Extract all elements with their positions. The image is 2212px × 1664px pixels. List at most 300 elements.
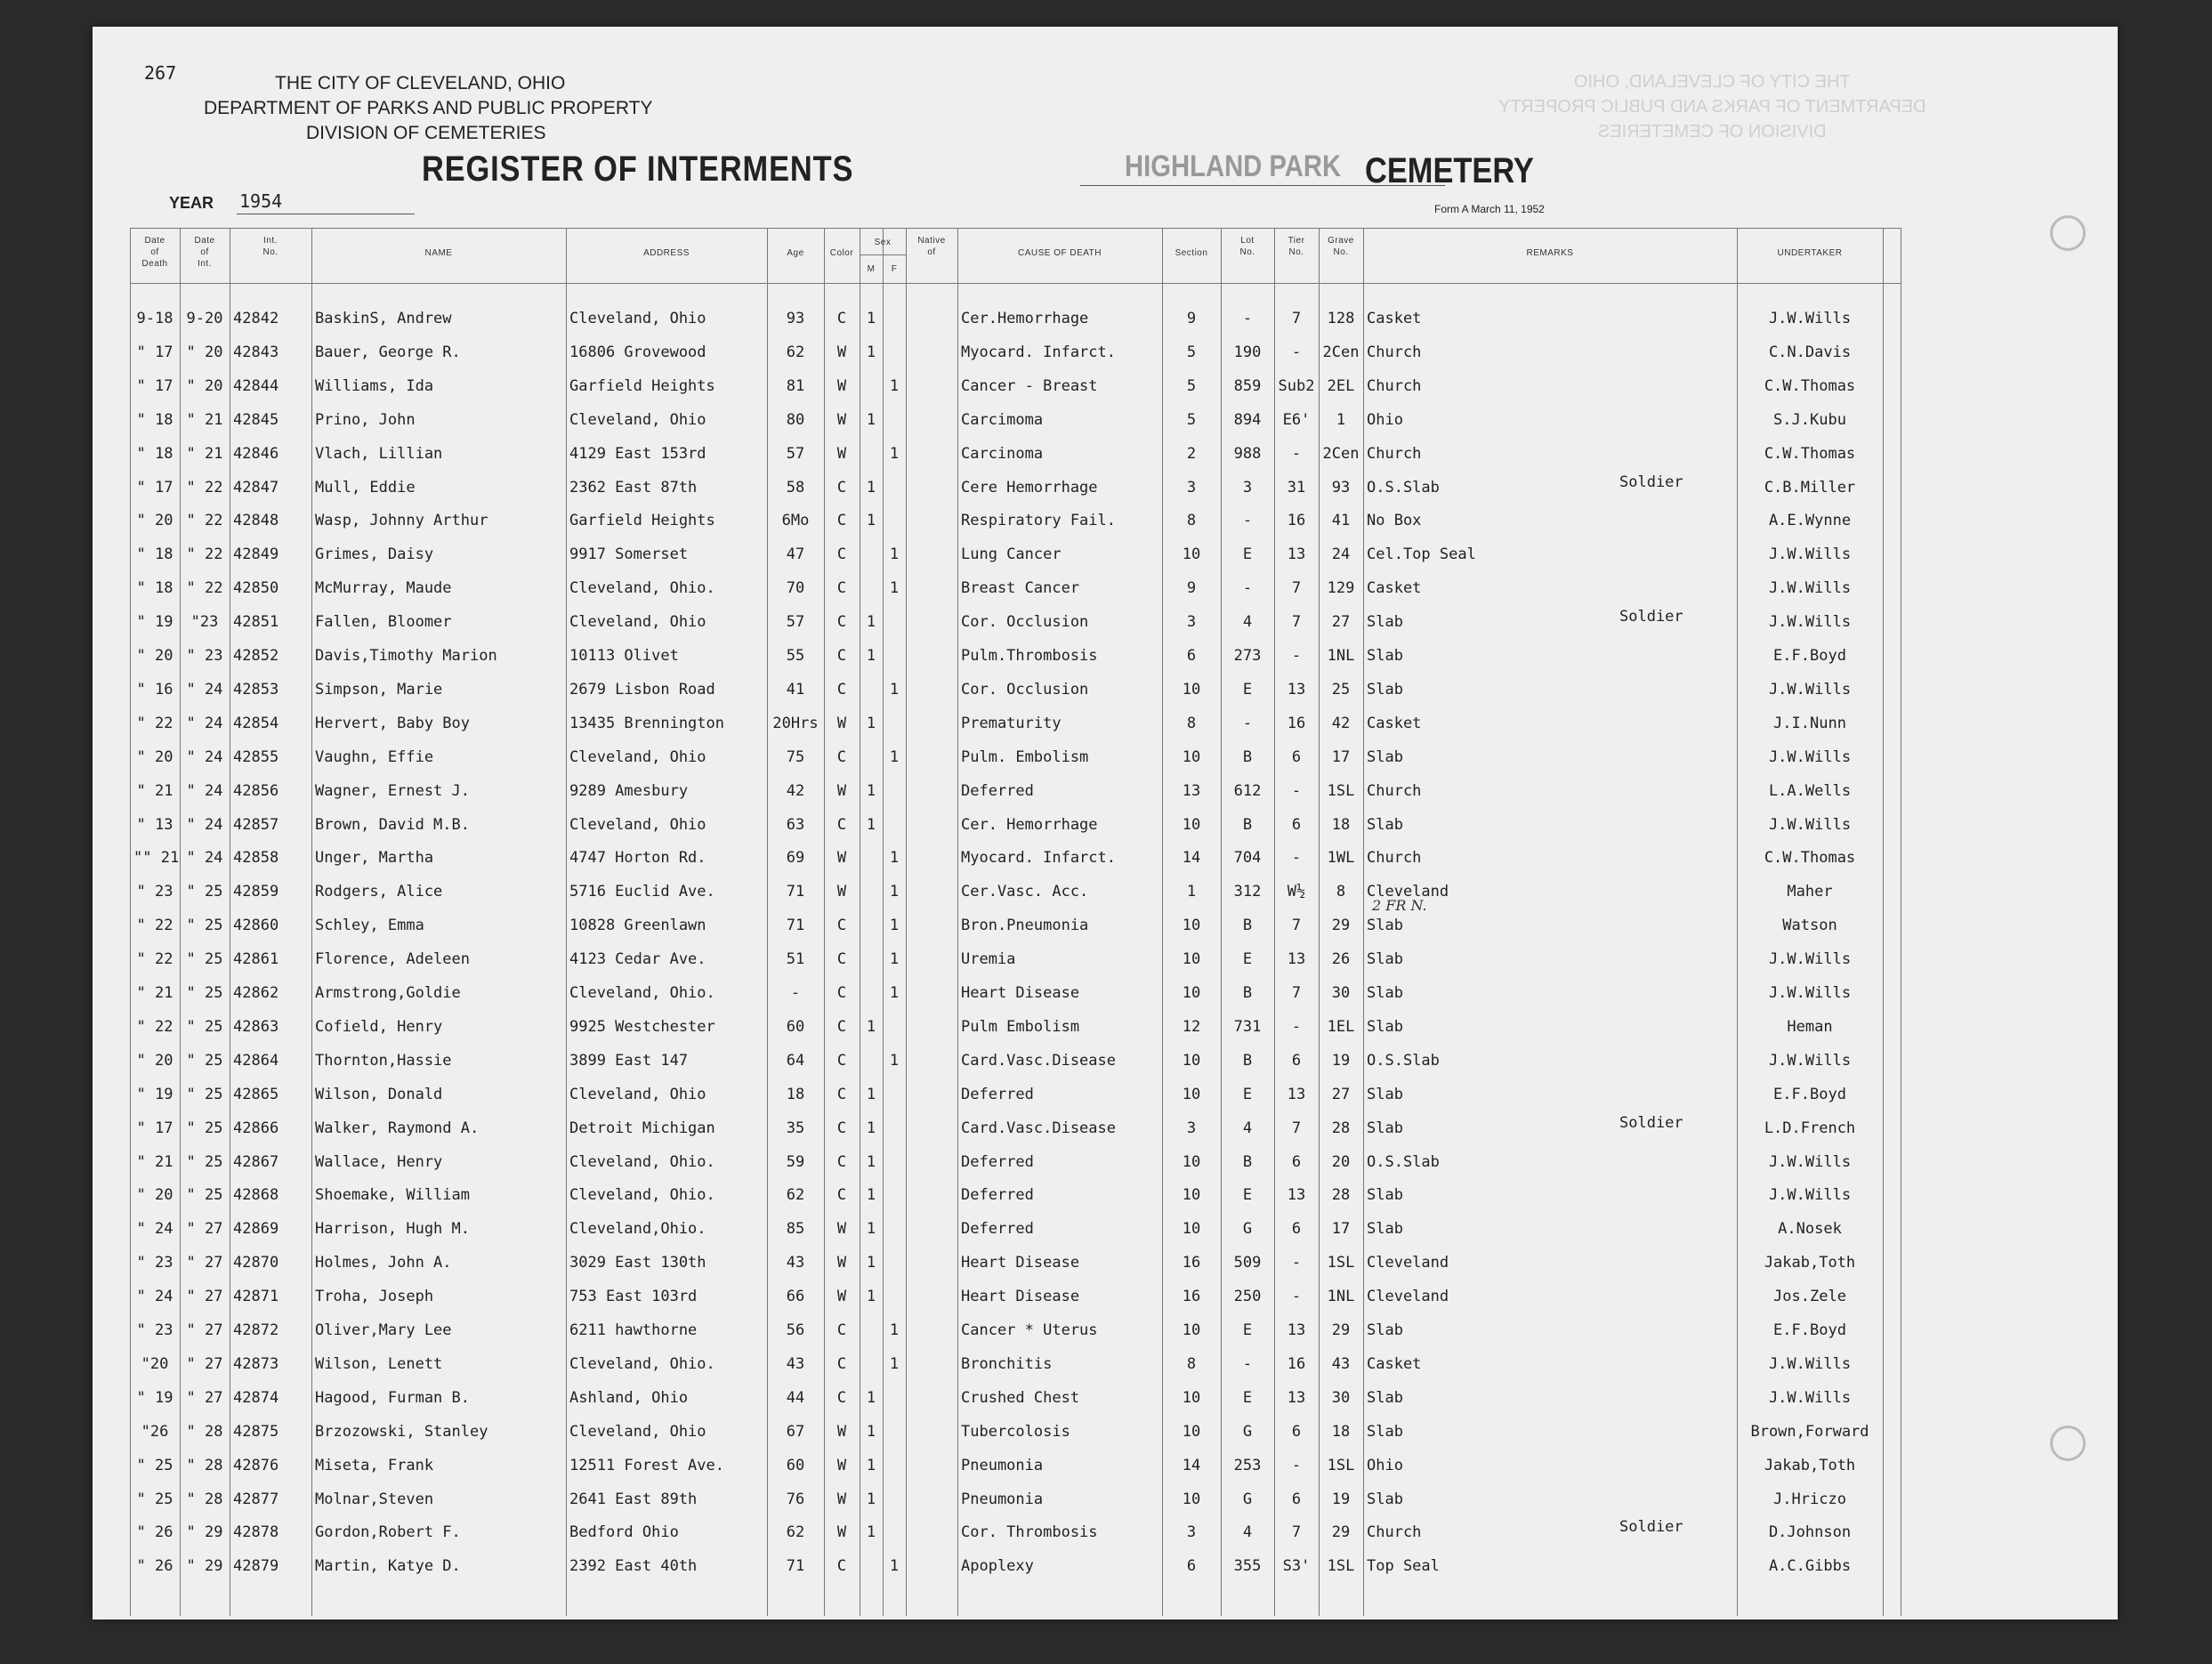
cell-cause-of-death: Cer. Hemorrhage	[961, 815, 1098, 834]
cell-lot-number: B	[1242, 984, 1253, 1002]
table-row	[130, 1355, 1901, 1382]
cell-cause-of-death: Cor. Occlusion	[961, 613, 1089, 632]
column-header-sex: Sex	[874, 238, 892, 247]
page-number: 267	[144, 62, 177, 84]
cell-cause-of-death: Deferred	[961, 781, 1034, 800]
cell-lot-number: 894	[1233, 410, 1262, 429]
cell-grave-number: 28	[1331, 1186, 1351, 1205]
cell-grave-number: 1NL	[1327, 1288, 1355, 1306]
table-row	[130, 647, 1901, 674]
cell-cause-of-death: Pneumonia	[961, 1490, 1044, 1508]
cell-lot-number: 988	[1233, 444, 1262, 463]
cell-address: 10828 Greenlawn	[569, 917, 706, 935]
cell-age: 57	[786, 444, 805, 463]
cell-section: 10	[1182, 1051, 1201, 1070]
cell-lot-number: -	[1242, 310, 1253, 327]
table-row	[130, 608, 1901, 640]
cell-decedent-name: Harrison, Hugh M.	[315, 1220, 470, 1239]
cell-age: 59	[786, 1152, 805, 1171]
cell-grave-number: 27	[1331, 613, 1351, 632]
cell-cause-of-death: Carcinoma	[961, 444, 1044, 463]
cell-grave-number: 43	[1331, 1354, 1351, 1373]
cell-section: 5	[1186, 410, 1197, 429]
cell-grave-number: 25	[1331, 680, 1351, 699]
cell-date-of-death: " 24	[136, 1288, 174, 1306]
cell-address: 2362 East 87th	[569, 478, 698, 497]
cell-interment-number: 42873	[233, 1354, 279, 1373]
cell-lot-number: E	[1242, 545, 1253, 564]
cell-tier-number: 7	[1291, 613, 1302, 632]
cell-date-of-interment: " 27	[186, 1321, 223, 1339]
cell-decedent-name: Brown, David M.B.	[315, 815, 470, 834]
cemetery-name: HIGHLAND PARK	[1125, 149, 1342, 183]
cell-lot-number: B	[1242, 747, 1253, 766]
cell-decedent-name: Wallace, Henry	[315, 1152, 443, 1171]
cell-grave-number: 129	[1327, 579, 1355, 598]
cell-grave-number: 29	[1331, 917, 1351, 935]
cell-undertaker: L.A.Wells	[1768, 781, 1852, 800]
cell-color: W	[836, 1288, 847, 1306]
cell-remarks: Church	[1367, 376, 1422, 395]
cell-decedent-name: Molnar,Steven	[315, 1490, 434, 1508]
cell-grave-number: 1NL	[1327, 647, 1355, 665]
cell-section: 10	[1182, 1220, 1201, 1239]
cell-sex-m: 1	[866, 714, 876, 732]
cell-interment-number: 42844	[233, 376, 279, 395]
cell-date-of-death: " 25	[136, 1490, 174, 1508]
cell-section: 8	[1186, 1354, 1197, 1373]
cell-remarks: Slab	[1367, 1017, 1403, 1036]
cell-remarks: Slab	[1367, 984, 1403, 1002]
column-header-decedent-name: NAME	[424, 248, 453, 258]
cell-color: C	[836, 1321, 847, 1339]
cell-address: 10113 Olivet	[569, 647, 679, 665]
cell-color: W	[836, 444, 847, 463]
cell-date-of-interment: " 22	[186, 478, 223, 497]
cell-age: 71	[786, 1557, 805, 1576]
cell-sex-f: 1	[889, 984, 900, 1002]
cell-interment-number: 42864	[233, 1051, 279, 1070]
cell-date-of-death: " 23	[136, 1254, 174, 1272]
cell-grave-number: 1WL	[1327, 849, 1355, 868]
cell-tier-number: -	[1291, 1017, 1302, 1036]
cell-interment-number: 42843	[233, 343, 279, 361]
cell-address: Cleveland, Ohio.	[569, 579, 715, 598]
cell-color: C	[836, 815, 847, 834]
cell-undertaker: Heman	[1787, 1017, 1833, 1036]
cell-color: C	[836, 647, 847, 665]
cell-lot-number: B	[1242, 815, 1253, 834]
cell-color: W	[836, 883, 847, 901]
cell-color: W	[836, 1523, 847, 1542]
cell-date-of-death: " 18	[136, 444, 174, 463]
cell-age: 55	[786, 647, 805, 665]
cell-tier-number: E6'	[1282, 410, 1311, 429]
cell-lot-number: 253	[1233, 1456, 1262, 1474]
cell-date-of-interment: " 29	[186, 1557, 223, 1576]
cell-grave-number: 30	[1331, 1388, 1351, 1407]
cell-grave-number: 1SL	[1327, 1254, 1355, 1272]
cell-color: W	[836, 849, 847, 868]
table-row	[130, 681, 1901, 707]
column-header-undertaker: UNDERTAKER	[1777, 248, 1843, 258]
cell-age: 76	[786, 1490, 805, 1508]
cell-interment-number: 42853	[233, 680, 279, 699]
cell-date-of-interment: " 24	[186, 714, 223, 732]
column-header-section: Section	[1175, 248, 1208, 258]
cell-undertaker: J.W.Wills	[1768, 950, 1852, 969]
cell-cause-of-death: Uremia	[961, 950, 1016, 969]
cell-color: C	[836, 1354, 847, 1373]
cell-date-of-death: " 22	[136, 917, 174, 935]
cell-section: 9	[1186, 310, 1197, 327]
cell-section: 10	[1182, 545, 1201, 564]
cell-date-of-death: " 13	[136, 815, 174, 834]
cell-remarks: Slab	[1367, 815, 1403, 834]
cell-remarks: Slab	[1367, 1220, 1403, 1239]
cell-decedent-name: Troha, Joseph	[315, 1288, 434, 1306]
column-header-age: Age	[787, 248, 804, 258]
cell-undertaker: E.F.Boyd	[1773, 1321, 1846, 1339]
cell-address: Cleveland, Ohio	[569, 310, 706, 327]
cell-decedent-name: Wilson, Donald	[315, 1085, 443, 1103]
cell-remarks: Slab	[1367, 1321, 1403, 1339]
cell-age: 71	[786, 917, 805, 935]
cell-lot-number: 355	[1233, 1557, 1262, 1576]
cell-color: C	[836, 1017, 847, 1036]
cell-address: 9289 Amesbury	[569, 781, 689, 800]
cell-section: 16	[1182, 1288, 1201, 1306]
cell-date-of-death: " 22	[136, 950, 174, 969]
cell-decedent-name: Hervert, Baby Boy	[315, 714, 470, 732]
cell-lot-number: -	[1242, 579, 1253, 598]
cell-sex-f: 1	[889, 1354, 900, 1373]
cell-age: 80	[786, 410, 805, 429]
cell-undertaker: C.W.Thomas	[1764, 849, 1856, 868]
cell-cause-of-death: Heart Disease	[961, 984, 1080, 1002]
cell-undertaker: S.J.Kubu	[1773, 410, 1846, 429]
cell-lot-number: 4	[1242, 1119, 1253, 1137]
cell-date-of-death: " 23	[136, 883, 174, 901]
cell-decedent-name: Grimes, Daisy	[315, 545, 434, 564]
cell-tier-number: 6	[1291, 1152, 1302, 1171]
table-row	[130, 917, 1901, 943]
cell-address: Cleveland, Ohio	[569, 410, 706, 429]
cell-date-of-interment: " 25	[186, 1051, 223, 1070]
cell-section: 10	[1182, 1321, 1201, 1339]
column-header-color: Color	[829, 248, 854, 258]
cell-decedent-name: Thornton,Hassie	[315, 1051, 452, 1070]
cell-date-of-interment: " 25	[186, 1186, 223, 1205]
cell-interment-number: 42860	[233, 917, 279, 935]
cell-interment-number: 42842	[233, 310, 279, 327]
cell-address: Bedford Ohio	[569, 1523, 679, 1542]
cell-color: C	[836, 478, 847, 497]
cell-remarks: Casket	[1367, 1354, 1422, 1373]
cell-undertaker: E.F.Boyd	[1773, 1085, 1846, 1103]
cell-date-of-interment: " 24	[186, 849, 223, 868]
cell-lot-number: E	[1242, 950, 1253, 969]
cell-sex-m: 1	[866, 512, 876, 530]
cell-age: 43	[786, 1354, 805, 1373]
table-row	[130, 579, 1901, 606]
cell-remarks-note: Soldier	[1619, 1518, 1683, 1537]
cell-address: 4747 Horton Rd.	[569, 849, 706, 868]
cell-sex-f: 1	[889, 376, 900, 395]
cell-lot-number: 273	[1233, 647, 1262, 665]
cell-remarks: Slab	[1367, 950, 1403, 969]
cell-color: C	[836, 1119, 847, 1137]
cell-decedent-name: Florence, Adeleen	[315, 950, 470, 969]
cell-sex-m: 1	[866, 1288, 876, 1306]
cell-section: 10	[1182, 950, 1201, 969]
cell-sex-m: 1	[866, 343, 876, 361]
cell-tier-number: 16	[1287, 714, 1306, 732]
cell-tier-number: 13	[1287, 545, 1306, 564]
cell-date-of-interment: " 21	[186, 410, 223, 429]
cell-date-of-interment: " 25	[186, 883, 223, 901]
cell-color: W	[836, 1422, 847, 1441]
cell-tier-number: 6	[1291, 1490, 1302, 1508]
cell-date-of-death: " 25	[136, 1456, 174, 1474]
cell-interment-number: 42859	[233, 883, 279, 901]
cell-undertaker: J.W.Wills	[1768, 310, 1852, 327]
cell-cause-of-death: Card.Vasc.Disease	[961, 1051, 1116, 1070]
cell-cause-of-death: Deferred	[961, 1186, 1034, 1205]
cell-date-of-interment: " 25	[186, 1017, 223, 1036]
cell-date-of-interment: " 25	[186, 917, 223, 935]
cell-grave-number: 20	[1331, 1152, 1351, 1171]
cell-undertaker: C.B.Miller	[1764, 478, 1856, 497]
cell-age: 81	[786, 376, 805, 395]
table-row	[130, 473, 1901, 505]
cell-date-of-death: " 16	[136, 680, 174, 699]
cell-color: C	[836, 579, 847, 598]
cell-cause-of-death: Heart Disease	[961, 1254, 1080, 1272]
cell-sex-m: 1	[866, 781, 876, 800]
cell-interment-number: 42876	[233, 1456, 279, 1474]
cell-remarks: O.S.Slab	[1367, 1051, 1440, 1070]
cell-remarks: Cleveland	[1367, 1288, 1449, 1306]
cell-tier-number: 6	[1291, 1220, 1302, 1239]
cell-age: 62	[786, 1186, 805, 1205]
header-division: DIVISION OF CEMETERIES	[306, 123, 546, 143]
cell-remarks-note: Soldier	[1619, 608, 1683, 626]
cell-color: C	[836, 1557, 847, 1576]
table-row	[130, 377, 1901, 404]
cell-age: 43	[786, 1254, 805, 1272]
cell-sex-m: 1	[866, 1422, 876, 1441]
cell-age: 70	[786, 579, 805, 598]
cell-cause-of-death: Cancer * Uterus	[961, 1321, 1098, 1339]
cell-lot-number: E	[1242, 1321, 1253, 1339]
cell-section: 10	[1182, 1422, 1201, 1441]
cell-remarks: Slab	[1367, 1422, 1403, 1441]
cell-interment-number: 42854	[233, 714, 279, 732]
cell-grave-number: 17	[1331, 747, 1351, 766]
cell-grave-number: 24	[1331, 545, 1351, 564]
table-row	[130, 343, 1901, 370]
cell-lot-number: G	[1242, 1220, 1253, 1239]
cell-color: C	[836, 1388, 847, 1407]
cell-date-of-interment: " 27	[186, 1220, 223, 1239]
cell-age: 85	[786, 1220, 805, 1239]
cell-color: C	[836, 1186, 847, 1205]
cell-address: Cleveland, Ohio	[569, 815, 706, 834]
cell-decedent-name: Shoemake, William	[315, 1186, 470, 1205]
cell-tier-number: -	[1291, 1254, 1302, 1272]
cell-age: 64	[786, 1051, 805, 1070]
cell-color: C	[836, 613, 847, 632]
table-row	[130, 984, 1901, 1011]
cell-sex-f: 1	[889, 680, 900, 699]
cell-sex-m: 1	[866, 613, 876, 632]
cell-sex-f: 1	[889, 545, 900, 564]
cell-age: 60	[786, 1456, 805, 1474]
form-note: Form A March 11, 1952	[1434, 203, 1545, 215]
cell-interment-number: 42868	[233, 1186, 279, 1205]
cell-age: 75	[786, 747, 805, 766]
cell-cause-of-death: Carcimoma	[961, 410, 1044, 429]
cell-age: 51	[786, 950, 805, 969]
cell-address: Cleveland, Ohio.	[569, 984, 715, 1002]
cell-lot-number: G	[1242, 1422, 1253, 1441]
cell-date-of-interment: " 25	[186, 950, 223, 969]
table-row	[130, 1423, 1901, 1450]
cell-address: 9917 Somerset	[569, 545, 689, 564]
cell-cause-of-death: Deferred	[961, 1152, 1034, 1171]
cell-lot-number: 731	[1233, 1017, 1262, 1036]
cell-decedent-name: Cofield, Henry	[315, 1017, 443, 1036]
cell-address: 4123 Cedar Ave.	[569, 950, 706, 969]
cell-sex-m: 1	[866, 1490, 876, 1508]
cell-sex-m: 1	[866, 1152, 876, 1171]
cell-sex-f: 1	[889, 1321, 900, 1339]
cell-address: 16806 Grovewood	[569, 343, 706, 361]
cell-color: W	[836, 343, 847, 361]
cell-interment-number: 42863	[233, 1017, 279, 1036]
cell-section: 8	[1186, 512, 1197, 530]
cell-decedent-name: Walker, Raymond A.	[315, 1119, 480, 1137]
cell-date-of-death: " 21	[136, 1152, 174, 1171]
cell-color: W	[836, 1220, 847, 1239]
cell-sex-m: 1	[866, 1523, 876, 1542]
interment-table	[130, 228, 1909, 1616]
cell-date-of-interment: " 24	[186, 680, 223, 699]
cell-remarks: Church	[1367, 781, 1422, 800]
cell-grave-number: 41	[1331, 512, 1351, 530]
cell-remarks: Slab	[1367, 1490, 1403, 1508]
cell-date-of-death: " 20	[136, 1186, 174, 1205]
header-city: THE CITY OF CLEVELAND, OHIO	[275, 73, 566, 93]
cell-address: Cleveland,Ohio.	[569, 1220, 706, 1239]
cell-undertaker: J.W.Wills	[1768, 984, 1852, 1002]
cell-tier-number: -	[1291, 781, 1302, 800]
cell-interment-number: 42846	[233, 444, 279, 463]
cell-decedent-name: Martin, Katye D.	[315, 1557, 461, 1576]
cell-remarks: Casket	[1367, 310, 1422, 327]
cell-section: 5	[1186, 343, 1197, 361]
table-row	[130, 1389, 1901, 1416]
cell-grave-number: 42	[1331, 714, 1351, 732]
cell-sex-m: 1	[866, 310, 876, 327]
table-row	[130, 1490, 1901, 1517]
cell-undertaker: J.W.Wills	[1768, 680, 1852, 699]
cell-cause-of-death: Breast Cancer	[961, 579, 1080, 598]
table-row	[130, 445, 1901, 472]
cell-grave-number: 28	[1331, 1119, 1351, 1137]
cell-sex-m: 1	[866, 1017, 876, 1036]
cell-tier-number: 13	[1287, 950, 1306, 969]
cell-section: 3	[1186, 1523, 1197, 1542]
cell-remarks: Ohio	[1367, 410, 1403, 429]
cell-lot-number: -	[1242, 1354, 1253, 1373]
cell-section: 10	[1182, 1388, 1201, 1407]
cell-interment-number: 42872	[233, 1321, 279, 1339]
cell-sex-f: 1	[889, 444, 900, 463]
cell-undertaker: J.W.Wills	[1768, 1051, 1852, 1070]
cell-tier-number: Sub2	[1278, 376, 1315, 395]
cell-lot-number: 4	[1242, 613, 1253, 632]
cell-tier-number: S3'	[1282, 1557, 1311, 1576]
table-row	[130, 1153, 1901, 1180]
cell-date-of-death: " 17	[136, 478, 174, 497]
cell-color: C	[836, 1152, 847, 1171]
table-row	[130, 1018, 1901, 1045]
cell-interment-number: 42847	[233, 478, 279, 497]
cell-undertaker: J.W.Wills	[1768, 1388, 1852, 1407]
cell-address: Cleveland, Ohio.	[569, 1152, 715, 1171]
cell-color: W	[836, 1490, 847, 1508]
cell-decedent-name: Gordon,Robert F.	[315, 1523, 461, 1542]
cell-sex-m: 1	[866, 478, 876, 497]
cell-cause-of-death: Apoplexy	[961, 1557, 1034, 1576]
cell-interment-number: 42857	[233, 815, 279, 834]
cell-date-of-interment: 9-20	[186, 310, 223, 327]
cell-remarks: Casket	[1367, 579, 1422, 598]
cell-undertaker: Watson	[1782, 917, 1837, 935]
cell-address: 2392 East 40th	[569, 1557, 698, 1576]
cell-date-of-interment: " 25	[186, 1085, 223, 1103]
cell-decedent-name: Mull, Eddie	[315, 478, 416, 497]
cell-color: C	[836, 1051, 847, 1070]
table-row	[130, 1086, 1901, 1112]
cell-lot-number: 4	[1242, 1523, 1253, 1542]
cell-undertaker: J.W.Wills	[1768, 1354, 1852, 1373]
cell-age: 42	[786, 781, 805, 800]
cell-cause-of-death: Cor. Thrombosis	[961, 1523, 1098, 1542]
cell-cause-of-death: Myocard. Infarct.	[961, 849, 1116, 868]
cell-date-of-interment: " 20	[186, 376, 223, 395]
cell-interment-number: 42858	[233, 849, 279, 868]
cell-age: 93	[786, 310, 805, 327]
column-header-tier-number: Tier No.	[1288, 236, 1305, 257]
cell-date-of-death: " 20	[136, 747, 174, 766]
cell-date-of-interment: " 20	[186, 343, 223, 361]
cell-decedent-name: BaskinS, Andrew	[315, 310, 452, 327]
cell-decedent-name: Williams, Ida	[315, 376, 434, 395]
cell-decedent-name: Wagner, Ernest J.	[315, 781, 470, 800]
cell-tier-number: 13	[1287, 1085, 1306, 1103]
cell-interment-number: 42861	[233, 950, 279, 969]
cell-color: C	[836, 917, 847, 935]
cell-color: C	[836, 747, 847, 766]
cell-cause-of-death: Heart Disease	[961, 1288, 1080, 1306]
cell-decedent-name: Vaughn, Effie	[315, 747, 434, 766]
cell-remarks: Casket	[1367, 714, 1422, 732]
cell-address: Cleveland, Ohio.	[569, 1354, 715, 1373]
cell-age: 18	[786, 1085, 805, 1103]
